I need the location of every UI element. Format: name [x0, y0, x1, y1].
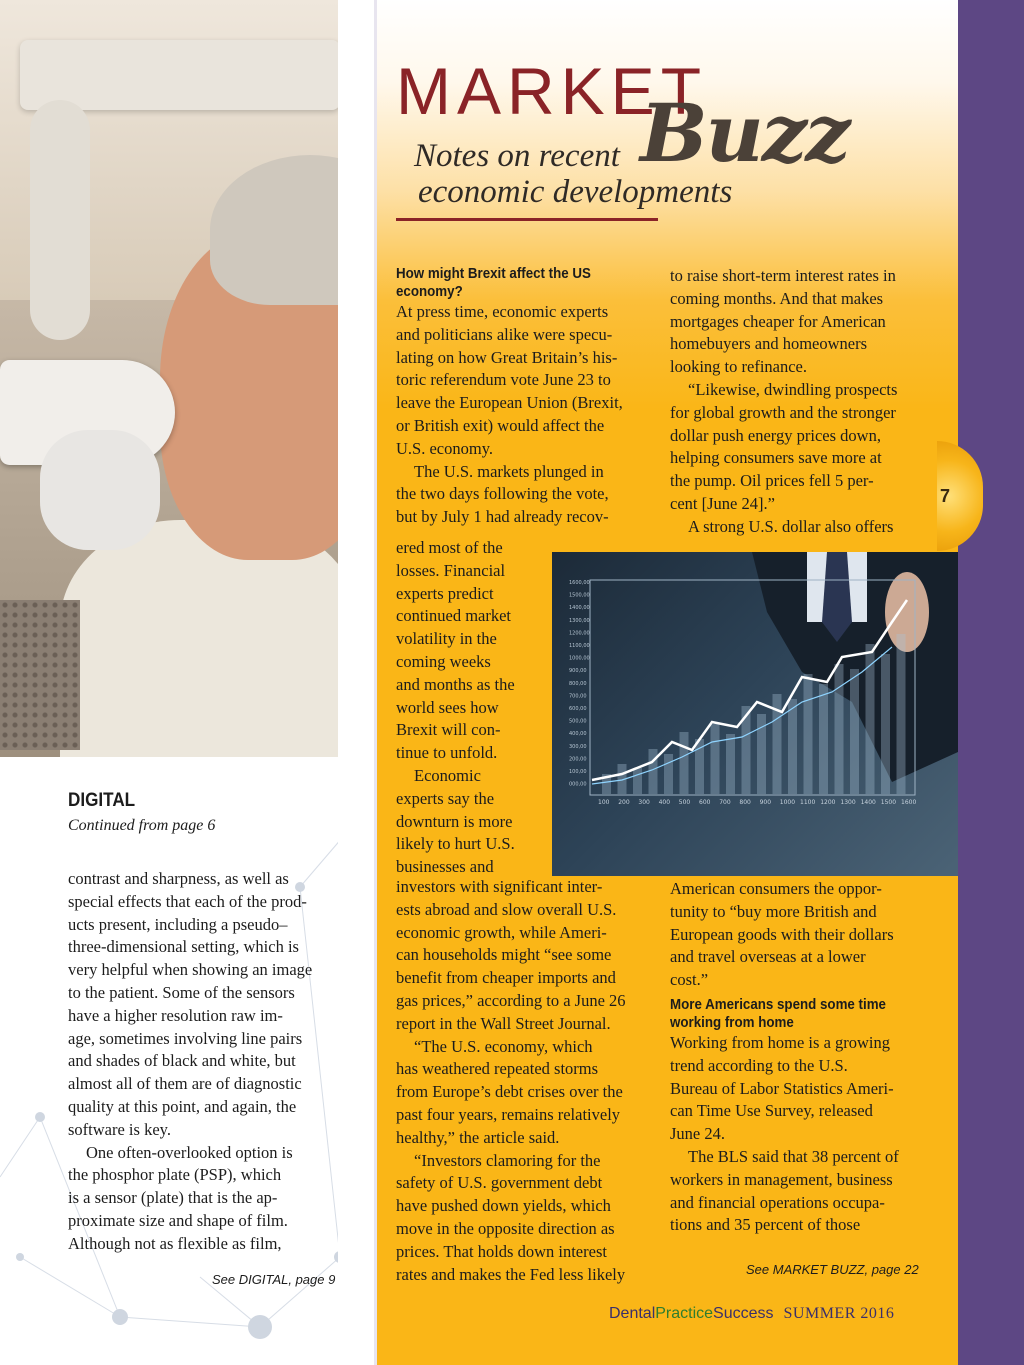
- heading-line: More Americans spend some time: [670, 996, 886, 1013]
- dental-patient-photo: [0, 0, 338, 757]
- continued-link[interactable]: See MARKET BUZZ, page 22: [746, 1262, 919, 1277]
- text-line: June 24.: [670, 1124, 725, 1144]
- digital-body: [68, 868, 343, 1256]
- article-body: [670, 878, 932, 992]
- x-axis-labels: [598, 799, 916, 806]
- text-line: businesses and: [396, 857, 494, 877]
- text-line: quality at this point, and again, the: [68, 1096, 297, 1116]
- text-line: and shades of black and white, but: [68, 1051, 296, 1071]
- text-line: A strong U.S. dollar also offers: [688, 516, 894, 536]
- x-tick-label: 100: [598, 799, 610, 806]
- text-line: almost all of them are of diagnostic: [68, 1074, 302, 1094]
- chart-bar: [680, 732, 689, 794]
- text-line: coming months. And that makes: [670, 288, 884, 308]
- text-line: economic growth, while Ameri-: [396, 922, 607, 942]
- y-tick-label: 000,00: [569, 781, 587, 788]
- section-title-market: MARKET: [396, 54, 708, 128]
- x-tick-label: 1400: [860, 799, 876, 806]
- text-line: the two days following the vote,: [396, 484, 609, 504]
- x-tick-label: 800: [739, 799, 751, 806]
- text-line: Working from home is a growing: [670, 1032, 891, 1052]
- text-line: “Investors clamoring for the: [414, 1150, 601, 1170]
- y-axis-labels: [569, 580, 590, 788]
- y-tick-label: 800,00: [569, 680, 587, 687]
- text-line: trend according to the U.S.: [670, 1055, 848, 1075]
- x-tick-label: 1600: [901, 799, 917, 806]
- pointing-hand: [885, 572, 929, 652]
- text-line: past four years, remains relatively: [396, 1104, 621, 1124]
- text-line: homebuyers and homeowners: [670, 334, 868, 354]
- text-line: “The U.S. economy, which: [414, 1036, 593, 1056]
- chart-bar: [897, 634, 906, 794]
- article-body: [396, 301, 656, 529]
- text-line: ucts present, including a pseudo–: [68, 914, 288, 934]
- text-line: rates and makes the Fed less likely: [396, 1264, 626, 1284]
- y-tick-label: 400,00: [569, 731, 587, 738]
- text-line: U.S. economy.: [396, 438, 494, 458]
- article-column-2-lower: [670, 878, 932, 1237]
- x-tick-label: 700: [719, 799, 731, 806]
- brand-practice: Practice: [655, 1305, 714, 1322]
- text-line: special effects that each of the prod-: [68, 891, 307, 911]
- page-number: 7: [940, 486, 951, 506]
- text-line: leave the European Union (Brexit,: [396, 393, 623, 413]
- text-line: experts predict: [396, 583, 494, 603]
- text-line: healthy,” the article said.: [396, 1127, 560, 1147]
- section-title-buzz: Buzz: [640, 86, 849, 180]
- text-line: “Likewise, dwindling prospects: [688, 379, 898, 399]
- chart-graphic: [552, 552, 958, 876]
- y-tick-label: 1300,00: [569, 617, 590, 624]
- x-tick-label: 1300: [840, 799, 856, 806]
- magazine-footer: [609, 1305, 894, 1323]
- text-line: ests abroad and slow overall U.S.: [396, 899, 617, 919]
- text-line: is a sensor (plate) that is the ap-: [68, 1188, 278, 1208]
- text-line: or British exit) would affect the: [396, 415, 605, 435]
- text-line: continued market: [396, 606, 512, 626]
- subtitle-line: economic developments: [418, 174, 733, 210]
- edge-bar: [958, 0, 1024, 1365]
- subtitle-line: Notes on recent: [414, 138, 620, 174]
- text-line: can households might “see some: [396, 945, 612, 965]
- y-tick-label: 100,00: [569, 769, 587, 775]
- text-line: workers in management, business: [670, 1169, 893, 1189]
- y-tick-label: 1000,00: [569, 655, 590, 662]
- text-line: have pushed down yields, which: [396, 1196, 611, 1216]
- text-line: volatility in the: [396, 629, 497, 649]
- text-line: and travel overseas at a lower: [670, 947, 866, 967]
- text-line: ered most of the: [396, 538, 503, 557]
- article-heading: [396, 265, 635, 301]
- text-line: At press time, economic experts: [396, 302, 609, 321]
- text-line: tions and 35 percent of those: [670, 1215, 861, 1235]
- text-line: contrast and sharpness, as well as: [68, 869, 289, 888]
- text-line: from Europe’s debt crises over the: [396, 1082, 623, 1102]
- continued-link[interactable]: See DIGITAL, page 9: [212, 1272, 336, 1287]
- text-line: experts say the: [396, 788, 495, 808]
- text-line: has weathered repeated storms: [396, 1059, 599, 1079]
- text-line: and politicians alike were specu-: [396, 324, 613, 344]
- text-line: mortgages cheaper for American: [670, 311, 886, 331]
- chart-bar: [819, 684, 828, 794]
- x-tick-label: 500: [678, 799, 691, 806]
- heading-line: working from home: [670, 1014, 794, 1031]
- article-column-2: [670, 265, 932, 539]
- text-line: lating on how Great Britain’s his-: [396, 347, 618, 367]
- digital-heading: DIGITAL: [68, 790, 136, 811]
- y-tick-label: 600,00: [569, 706, 587, 712]
- chart-bar: [881, 654, 890, 794]
- text-line: likely to hurt U.S.: [396, 834, 515, 854]
- heading-line: economy?: [396, 284, 463, 300]
- x-tick-label: 300: [638, 799, 650, 806]
- article-body: [670, 1032, 932, 1237]
- y-tick-label: 1500,00: [569, 592, 590, 599]
- chart-bar: [850, 669, 859, 794]
- y-tick-label: 300,00: [569, 743, 587, 750]
- text-line: to the patient. Some of the sensors: [68, 982, 295, 1002]
- text-line: dollar push energy prices down,: [670, 425, 881, 445]
- article-column-1: [396, 265, 656, 529]
- text-line: European goods with their dollars: [670, 924, 894, 944]
- section-subtitle: [414, 138, 732, 210]
- text-line: coming weeks: [396, 651, 491, 671]
- text-line: to raise short-term interest rates in: [670, 266, 896, 285]
- text-line: world sees how: [396, 697, 499, 717]
- y-tick-label: 1600,00: [569, 580, 590, 586]
- text-line: have a higher resolution raw im-: [68, 1005, 283, 1025]
- text-line: Although not as flexible as film,: [68, 1233, 282, 1253]
- text-line: the phosphor plate (PSP), which: [68, 1165, 282, 1185]
- chart-bar: [711, 724, 720, 794]
- issue-date: SUMMER 2016: [783, 1305, 895, 1322]
- y-tick-label: 1400,00: [569, 605, 590, 612]
- text-line: The U.S. markets plunged in: [414, 461, 604, 481]
- article-column-1-wrap: [396, 537, 546, 879]
- y-tick-label: 900,00: [569, 668, 587, 675]
- text-line: three-dimensional setting, which is: [68, 937, 299, 957]
- text-line: but by July 1 had already recov-: [396, 507, 609, 527]
- y-tick-label: 200,00: [569, 756, 587, 763]
- text-line: Economic: [414, 765, 481, 785]
- chart-bar: [835, 664, 844, 794]
- x-tick-label: 1200: [820, 799, 836, 806]
- text-line: Brexit will con-: [396, 720, 501, 740]
- x-tick-label: 1100: [800, 799, 816, 806]
- text-line: proximate size and shape of film.: [68, 1210, 288, 1230]
- text-line: tunity to “buy more British and: [670, 901, 877, 921]
- text-line: helping consumers save more at: [670, 448, 882, 468]
- chart-bar: [788, 699, 797, 794]
- x-tick-label: 1500: [880, 799, 897, 806]
- text-line: downturn is more: [396, 811, 513, 831]
- y-tick-label: 500,00: [569, 718, 587, 725]
- article-heading: [670, 996, 911, 1032]
- business-chart-photo: [552, 552, 958, 876]
- text-line: benefit from cheaper imports and: [396, 968, 616, 988]
- chart-bar: [804, 674, 813, 794]
- brand-success: Success: [713, 1305, 774, 1322]
- text-line: prices. That holds down interest: [396, 1241, 607, 1261]
- text-line: age, sometimes involving line pairs: [68, 1028, 303, 1048]
- text-line: cost.”: [670, 970, 709, 990]
- chart-bar: [649, 749, 658, 794]
- chart-bar: [633, 768, 642, 794]
- brand-dental: Dental: [609, 1305, 656, 1322]
- text-line: One often-overlooked option is: [86, 1142, 293, 1162]
- text-line: report in the Wall Street Journal.: [396, 1013, 611, 1033]
- y-tick-label: 700,00: [569, 693, 587, 700]
- y-tick-label: 1200,00: [569, 630, 590, 637]
- x-tick-label: 600: [699, 799, 711, 806]
- text-line: toric referendum vote June 23 to: [396, 370, 611, 390]
- chart-bar: [726, 734, 735, 794]
- text-line: cent [June 24].”: [670, 493, 775, 513]
- x-tick-label: 400: [658, 799, 671, 806]
- text-line: software is key.: [68, 1119, 171, 1139]
- chart-bar: [866, 644, 875, 794]
- continued-from: Continued from page 6: [68, 817, 216, 834]
- heading-line: How might Brexit affect the US: [396, 266, 591, 282]
- title-rule: [396, 218, 658, 221]
- text-line: American consumers the oppor-: [670, 879, 882, 898]
- text-line: Bureau of Labor Statistics Ameri-: [670, 1078, 894, 1098]
- article-column-1-lower: [396, 876, 656, 1286]
- text-line: tinue to unfold.: [396, 743, 498, 763]
- chart-bar: [664, 754, 673, 794]
- x-tick-label: 200: [618, 799, 630, 806]
- x-tick-label: 1000: [779, 799, 796, 806]
- x-tick-label: 900: [759, 799, 772, 806]
- text-line: investors with significant inter-: [396, 877, 603, 896]
- y-tick-label: 1100,00: [569, 643, 590, 649]
- column-gutter: [338, 0, 376, 1365]
- text-line: looking to refinance.: [670, 357, 807, 377]
- text-line: move in the opposite direction as: [396, 1218, 615, 1238]
- text-line: very helpful when showing an image: [68, 960, 313, 980]
- text-line: The BLS said that 38 percent of: [688, 1146, 899, 1166]
- text-line: gas prices,” according to a June 26: [396, 990, 626, 1010]
- text-line: safety of U.S. government debt: [396, 1173, 603, 1193]
- text-line: the pump. Oil prices fell 5 per-: [670, 471, 874, 491]
- text-line: and months as the: [396, 674, 515, 694]
- text-line: losses. Financial: [396, 560, 506, 580]
- text-line: can Time Use Survey, released: [670, 1101, 873, 1121]
- text-line: and financial operations occupa-: [670, 1192, 885, 1212]
- text-line: for global growth and the stronger: [670, 402, 896, 422]
